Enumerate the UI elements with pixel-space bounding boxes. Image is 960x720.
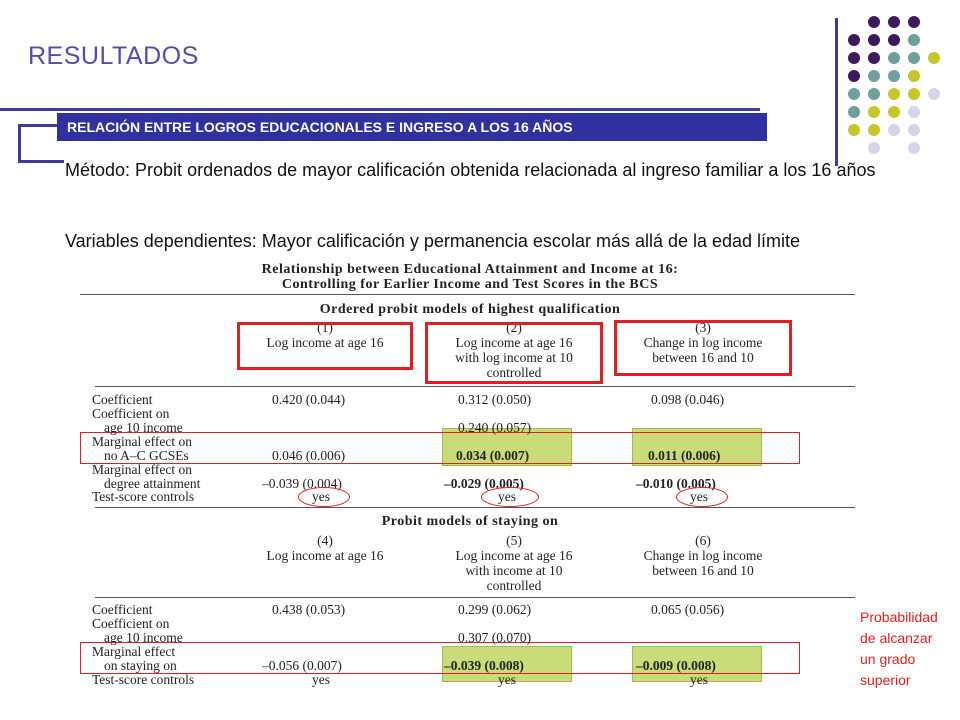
cell: yes [690,489,708,504]
decorative-dot [908,124,920,136]
row-label: Test-score controls [92,489,195,504]
decorative-dot [868,34,880,46]
cell: 0.065 (0.056) [651,602,725,617]
decorative-dot [868,142,880,154]
decorative-dot [868,106,880,118]
cell: 0.420 (0.044) [272,392,346,407]
row-label: Coefficient [92,602,153,617]
decorative-dot [888,124,900,136]
row-label: age 10 income [104,630,183,645]
circle-yes-3 [676,487,728,507]
decorative-dot [868,70,880,82]
decorative-dot [848,52,860,64]
highlight-box-col3 [614,320,792,376]
col-header-6 [616,533,790,578]
col-label: Log income at age 16 [266,548,384,563]
col-header-5 [428,533,600,593]
cell: –0.010 (0.005) [636,476,716,491]
row-label: Coefficient on [92,406,170,421]
cell: –0.039 (0.008) [444,658,524,673]
variables-text: Variables dependientes: Mayor calificación y permanencia escolar más allá de la edad límite [65,231,801,251]
row-label: degree attainment [104,476,201,491]
section1-title: Ordered probit models of highest qualification [319,302,621,317]
circle-yes-2 [481,487,539,507]
side-note [860,607,956,691]
col-num: (2) [506,320,522,335]
row-label: Marginal effect on [92,462,192,477]
bracket-decoration-top [18,124,60,127]
col-label: with income at 10 [465,563,563,578]
table-rule [95,386,855,387]
decorative-dot [848,34,860,46]
decorative-dot [888,52,900,64]
decorative-dot [908,88,920,100]
method-text: Método: Probit ordenados de mayor calificación obtenida relacionada al ingreso familiar a los 16 años [65,160,876,180]
decorative-dot [908,16,920,28]
highlight-box-col1 [237,322,413,370]
cell: –0.009 (0.008) [636,658,716,673]
section-banner: RELACIÓN ENTRE LOGROS EDUCACIONALES E INGRESO A LOS 16 AÑOS [57,113,767,141]
cell: 0.034 (0.007) [456,448,530,463]
decorative-dot [868,124,880,136]
col-num: (4) [317,533,333,548]
col-label: Log income at age 16 [266,335,384,350]
col-header-4 [240,533,410,563]
col-label: with log income at 10 [455,350,573,365]
col-label: Change in log income [643,335,763,350]
row-label: on staying on [104,658,177,673]
cell: 0.011 (0.006) [648,448,721,463]
note-line: Probabilidad [860,609,938,625]
note-line: un grado [860,651,916,667]
decorative-dot [928,52,940,64]
cell: 0.046 (0.006) [272,448,346,463]
bracket-decoration-bottom [18,160,64,163]
table-rule [80,294,855,295]
table-title-line1 [150,262,790,278]
decorative-dot [908,70,920,82]
cell: –0.039 (0.004) [262,476,342,491]
decorative-dot [888,88,900,100]
horizontal-divider [0,108,760,111]
row-label: Test-score controls [92,672,195,687]
cell: 0.438 (0.053) [272,602,346,617]
cell: –0.029 (0.005) [444,476,524,491]
decorative-dot [928,88,940,100]
decorative-dot [908,106,920,118]
row-label: no A–C GCSEs [104,448,189,463]
col-label: controlled [486,578,542,593]
cell: 0.098 (0.046) [651,392,725,407]
circle-yes-1 [298,487,350,507]
decorative-dot [888,70,900,82]
table-title-line2 [150,277,790,293]
decorative-dot [868,52,880,64]
col-num: (1) [317,320,333,335]
decorative-dot [868,16,880,28]
cell: –0.056 (0.007) [262,658,342,673]
cell: 0.299 (0.062) [458,602,532,617]
col-label: between 16 and 10 [652,350,754,365]
cell: yes [498,672,516,687]
col-num: (5) [506,533,522,548]
cell: 0.307 (0.070) [458,630,532,645]
vertical-divider [835,18,838,166]
decorative-dot [848,88,860,100]
col-num: (3) [695,320,711,335]
row-label: age 10 income [104,420,183,435]
cell: yes [312,672,330,687]
decorative-dot [848,106,860,118]
page-title: RESULTADOS [28,42,199,70]
decorative-dot [908,142,920,154]
bracket-decoration [18,124,21,162]
decorative-dot [848,70,860,82]
highlight-box-col2 [425,322,603,384]
cell: yes [498,489,516,504]
note-line: superior [860,672,911,688]
cell: 0.240 (0.057) [458,420,532,435]
row-label: Coefficient on [92,616,170,631]
decorative-dot [888,16,900,28]
section2-title: Probit models of staying on [381,514,559,529]
table-rule [95,507,855,508]
cell: yes [690,672,708,687]
col-label: between 16 and 10 [652,563,754,578]
table-title-text-2: Controlling for Earlier Income and Test Scores in the BCS [281,277,659,292]
cell: 0.312 (0.050) [458,392,532,407]
row-label: Coefficient [92,392,153,407]
decorative-dot [868,88,880,100]
row-label: Marginal effect [92,644,176,659]
row-label: Marginal effect on [92,434,192,449]
table-rule [95,597,855,598]
decorative-dot [848,124,860,136]
cell: yes [312,489,330,504]
col-label: Log income at age 16 [455,335,573,350]
col-label: Log income at age 16 [455,548,573,563]
col-label: Change in log income [643,548,763,563]
note-line: de alcanzar [860,630,933,646]
col-label: controlled [486,365,542,380]
decorative-dot [908,34,920,46]
col-num: (6) [695,533,711,548]
table-title-text-1: Relationship between Educational Attainment and Income at 16: [261,262,679,277]
decorative-dot [888,106,900,118]
decorative-dot [888,34,900,46]
decorative-dot [908,52,920,64]
